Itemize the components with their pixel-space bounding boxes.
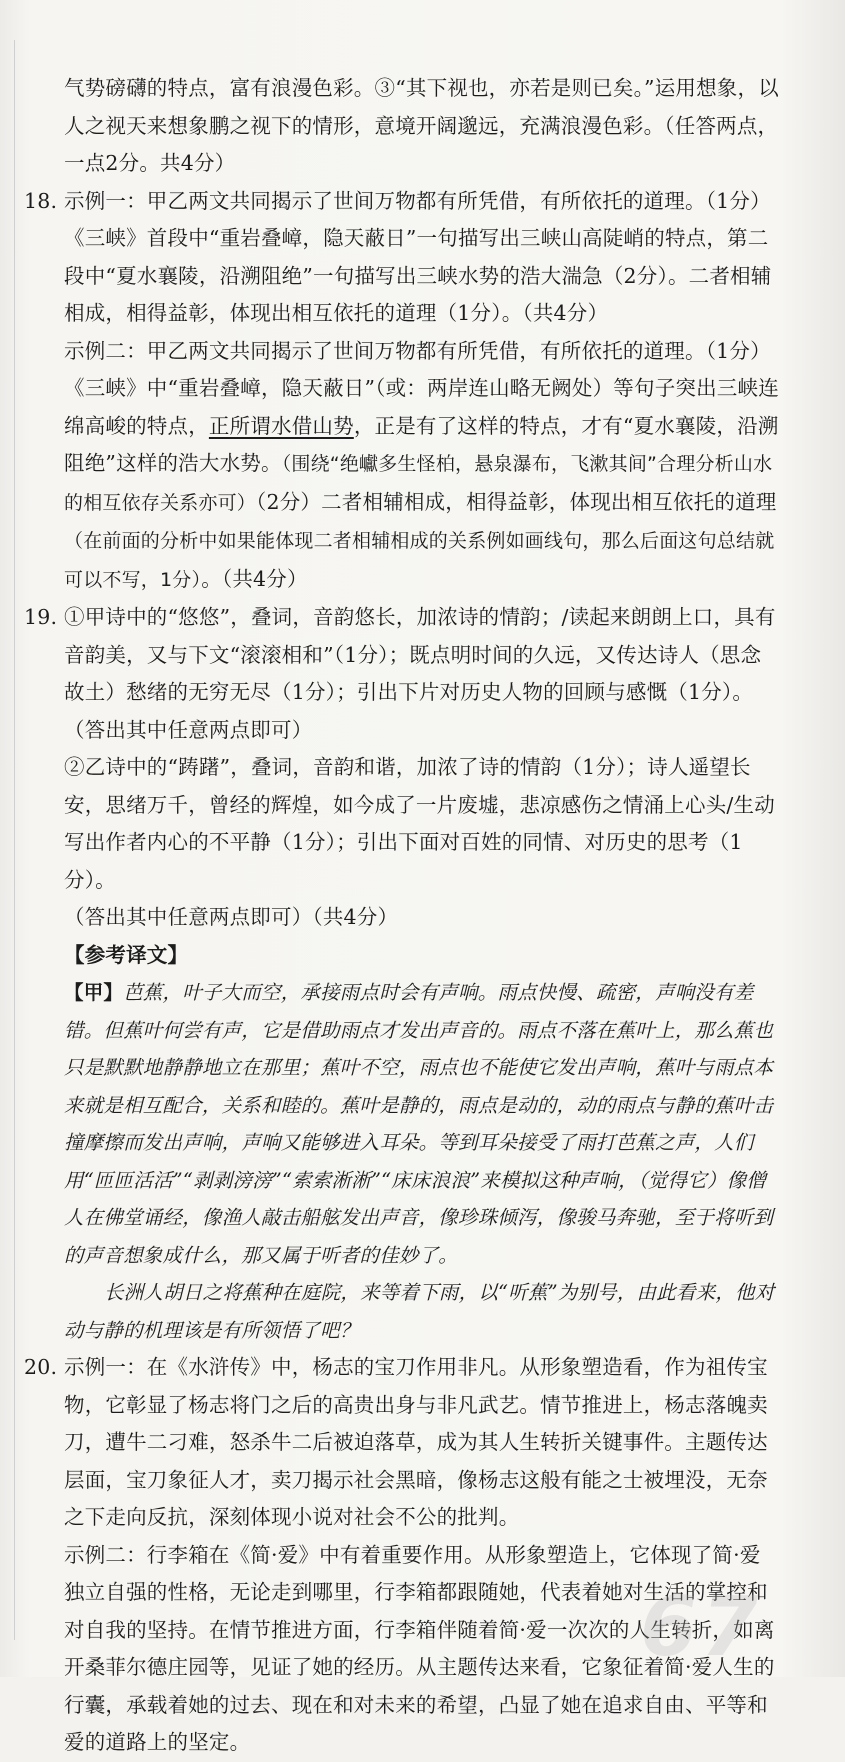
q19-part-1-note: （答出其中任意两点即可） xyxy=(64,717,313,742)
margin-rule xyxy=(14,40,15,1640)
q19-part-2: ②乙诗中的“踌躇”，叠词，音韵和谐，加浓了诗的情韵（1分）；诗人遥望长安，思绪万千，曾经的辉煌，如今成了一片废墟，悲凉感伤之情涌上心头/生动写出作者内心的不平静（1分）；引出下面对百姓的同情、对历史的思考（1分）。 xyxy=(64,755,775,892)
q18-example-2 xyxy=(24,333,780,600)
q20-example-1: 示例一：在《水浒传》中，杨志的宝刀作用非凡。从形象塑造看，作为祖传宝物，它彰显了杨志将门之后的高贵出身与非凡武艺。情节推进上，杨志落魄卖刀，遭牛二刁难，怒杀牛二后被迫落草，成为其人生转折关键事件。主题传达层面，宝刀象征人才，卖刀揭示社会黑暗，像杨志这般有能之士被埋没，无奈之下走向反抗，深刻体现小说对社会不公的批判。 xyxy=(64,1355,768,1529)
q18-ex2-note-1: （围绕“绝巘多生怪柏，悬泉瀑布，飞漱其间”合理分析山水的相互依存关系亦可） xyxy=(64,453,773,514)
question-19 xyxy=(24,599,780,712)
q18-ex2-part-a: 示例二：甲乙两文共同揭示了世间万物都有所凭借，有所依托的道理。（1分）《三峡》中“重岩叠嶂，隐天蔽日”（或：两岸连山略无阙处）等句子突出三峡连绵高峻的特点， xyxy=(64,338,779,438)
translation-paragraph-1 xyxy=(24,974,780,1274)
translation-heading: 【参考译文】 xyxy=(64,942,189,967)
q18-ex2-note-2: （在前面的分析中如果能体现二者相辅相成的关系例如画线句，那么后面这句总结就可以不写，1分） xyxy=(64,530,775,591)
q18-ex2-part-c: （2分）二者相辅相成，相得益彰，体现出相互依托的道理 xyxy=(256,489,777,514)
q19-part-2-note: （答出其中任意两点即可）（共4分） xyxy=(64,905,399,929)
q20-example-2: 示例二：行李箱在《简·爱》中有着重要作用。从形象塑造上，它体现了简·爱独立自强的性格，无论走到哪里，行李箱都跟随她，代表着她对生活的掌控和对自我的坚持。在情节推进方面，行李箱伴随着简·爱一次次的人生转折，如离开桑菲尔德庄园等，见证了她的经历。从主题传达来看，它象征着简·爱人生的行囊，承载着她的过去、现在和对未来的希望，凸显了她在追求自由、平等和爱的道路上的坚定。 xyxy=(64,1542,775,1754)
question-20 xyxy=(24,1349,780,1537)
intro-continuation: 气势磅礴的特点，富有浪漫色彩。③“其下视也，亦若是则已矣。”运用想象，以人之视天来想象鹏之视下的情形，意境开阔邈远，充满浪漫色彩。（任答两点，一点2分。共4分） xyxy=(64,76,779,175)
question-number: 19. xyxy=(24,605,58,629)
question-number: 20. xyxy=(24,1355,58,1379)
question-18 xyxy=(24,183,780,333)
question-number: 18. xyxy=(24,188,58,213)
page-number: 67 xyxy=(640,1580,763,1675)
translation-text-1: 芭蕉，叶子大而空，承接雨点时会有声响。雨点快慢、疏密，声响没有差错。但蕉叶何尝有声，它是借助雨点才发出声音的。雨点不落在蕉叶上，那么蕉也只是默默地静静地立在那里；蕉叶不空，雨点也不能使它发出声响，蕉叶与雨点本来就是相互配合，关系和睦的。蕉叶是静的，雨点是动的，动的雨点与静的蕉叶击撞摩擦而发出声响，声响又能够进入耳朵。等到耳朵接受了雨打芭蕉之声，人们用“匝匝活活”“剥剥滂滂”“索索淅淅”“床床浪浪”来模拟这种声响，（觉得它）像僧人在佛堂诵经，像渔人敲击船舷发出声音，像珍珠倾泻，像骏马奔驰，至于将听到的声音想象成什么，那又属于听者的佳妙了。 xyxy=(64,981,774,1267)
answer-content xyxy=(24,70,780,1762)
q18-ex2-underlined: 正所谓水借山势 xyxy=(208,413,354,438)
translation-tag: 【甲】 xyxy=(64,981,124,1004)
translation-paragraph-2: 长洲人胡日之将蕉种在庭院，来等着下雨，以“听蕉”为别号，由此看来，他对动与静的机理该是有所领悟了吧？ xyxy=(64,1281,775,1342)
q18-ex2-part-b: ，正是有了这样的特点，才有“夏水襄陵，沿溯阻绝”这样的浩大水势。 xyxy=(64,413,779,475)
q19-part-1: ①甲诗中的“悠悠”，叠词，音韵悠长，加浓诗的情韵；/读起来朗朗上口，具有音韵美，又与下文“滚滚相和”（1分）；既点明时间的久远，又传达诗人（思念故土）愁绪的无穷无尽（1分）；引出下片对历史人物的回顾与感慨（1分）。 xyxy=(64,605,776,704)
q18-ex2-part-d: 。（共4分） xyxy=(201,566,308,591)
q18-example-1: 示例一：甲乙两文共同揭示了世间万物都有所凭借，有所依托的道理。（1分）《三峡》首段中“重岩叠嶂，隐天蔽日”一句描写出三峡山高陡峭的特点，第二段中“夏水襄陵，沿溯阻绝”一句描写出三峡水势的浩大湍急（2分）。二者相辅相成，相得益彰，体现出相互依托的道理（1分）。（共4分） xyxy=(64,188,772,325)
